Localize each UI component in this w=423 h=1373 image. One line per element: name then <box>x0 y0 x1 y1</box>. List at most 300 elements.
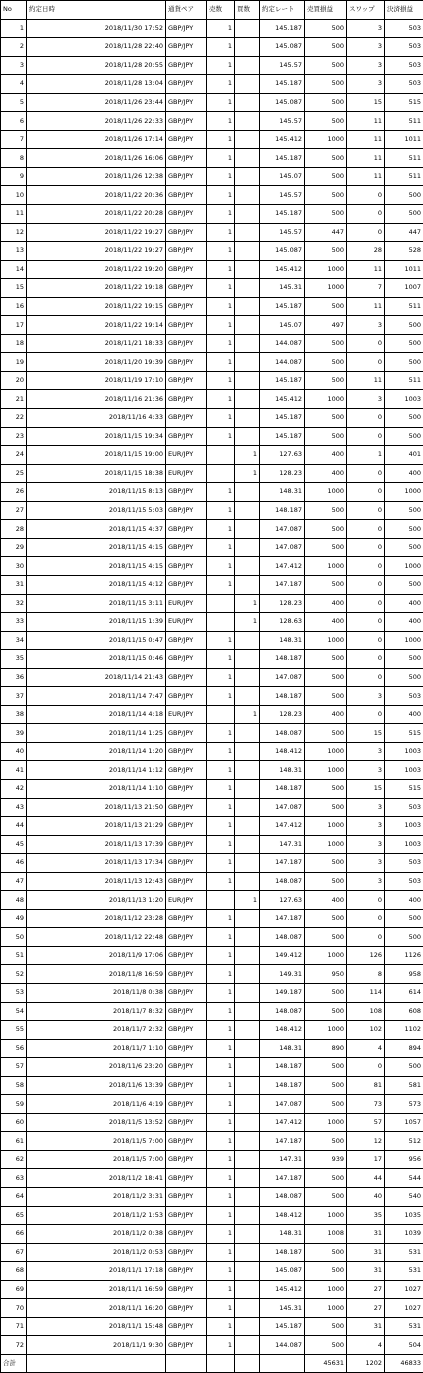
row-settlement: 1003 <box>385 835 423 854</box>
row-rate: 148.187 <box>260 650 305 669</box>
row-buy <box>235 112 260 131</box>
row-no: 9 <box>1 167 27 186</box>
row-rate: 148.412 <box>260 1206 305 1225</box>
row-rate: 127.63 <box>260 891 305 910</box>
row-sell: 1 <box>207 38 235 57</box>
row-rate: 147.412 <box>260 1113 305 1132</box>
row-datetime: 2018/11/15 19:34 <box>27 427 166 446</box>
row-no: 25 <box>1 464 27 483</box>
row-no: 31 <box>1 575 27 594</box>
row-sell: 1 <box>207 279 235 298</box>
table-row <box>1 1076 423 1095</box>
table-row <box>1 19 423 38</box>
row-pair: GBP/JPY <box>166 835 207 854</box>
row-buy <box>235 409 260 428</box>
row-no: 4 <box>1 75 27 94</box>
row-swap: 0 <box>347 613 385 632</box>
row-buy <box>235 650 260 669</box>
row-swap: 0 <box>347 891 385 910</box>
row-pair: GBP/JPY <box>166 186 207 205</box>
row-pair: GBP/JPY <box>166 575 207 594</box>
row-rate: 148.087 <box>260 928 305 947</box>
row-profit: 500 <box>305 538 347 557</box>
row-buy <box>235 1150 260 1169</box>
row-no: 26 <box>1 483 27 502</box>
row-settlement: 540 <box>385 1188 423 1207</box>
row-datetime: 2018/11/14 21:43 <box>27 668 166 687</box>
row-rate: 147.087 <box>260 1095 305 1114</box>
row-pair: GBP/JPY <box>166 1169 207 1188</box>
row-buy <box>235 501 260 520</box>
table-row <box>1 223 423 242</box>
row-rate: 149.187 <box>260 983 305 1002</box>
row-buy <box>235 668 260 687</box>
row-sell: 1 <box>207 149 235 168</box>
header-swap: スワップ <box>347 1 385 20</box>
row-sell: 1 <box>207 371 235 390</box>
row-sell: 1 <box>207 93 235 112</box>
row-pair: GBP/JPY <box>166 557 207 576</box>
table-row <box>1 75 423 94</box>
row-sell: 1 <box>207 205 235 224</box>
row-settlement: 503 <box>385 854 423 873</box>
row-no: 22 <box>1 409 27 428</box>
table-row <box>1 909 423 928</box>
row-buy <box>235 1317 260 1336</box>
row-buy <box>235 687 260 706</box>
table-row <box>1 983 423 1002</box>
row-buy <box>235 260 260 279</box>
row-settlement: 400 <box>385 464 423 483</box>
row-sell: 1 <box>207 1095 235 1114</box>
row-datetime: 2018/11/1 17:18 <box>27 1262 166 1281</box>
row-swap: 0 <box>347 631 385 650</box>
row-datetime: 2018/11/28 13:04 <box>27 75 166 94</box>
row-settlement: 500 <box>385 928 423 947</box>
row-buy <box>235 575 260 594</box>
row-buy <box>235 75 260 94</box>
row-sell: 1 <box>207 761 235 780</box>
row-sell: 1 <box>207 501 235 520</box>
row-buy <box>235 1169 260 1188</box>
row-swap: 81 <box>347 1076 385 1095</box>
table-row <box>1 854 423 873</box>
row-buy <box>235 1280 260 1299</box>
row-pair: GBP/JPY <box>166 38 207 57</box>
row-settlement: 1003 <box>385 742 423 761</box>
row-pair: GBP/JPY <box>166 520 207 539</box>
row-settlement: 1000 <box>385 557 423 576</box>
table-row <box>1 1169 423 1188</box>
row-profit: 500 <box>305 1095 347 1114</box>
row-pair: GBP/JPY <box>166 817 207 836</box>
row-pair: EUR/JPY <box>166 446 207 465</box>
row-rate: 147.187 <box>260 575 305 594</box>
row-buy <box>235 130 260 149</box>
row-settlement: 401 <box>385 446 423 465</box>
row-profit: 500 <box>305 371 347 390</box>
row-swap: 11 <box>347 149 385 168</box>
row-rate: 148.187 <box>260 1243 305 1262</box>
row-buy: 1 <box>235 891 260 910</box>
row-swap: 0 <box>347 483 385 502</box>
table-row <box>1 130 423 149</box>
row-settlement: 531 <box>385 1262 423 1281</box>
header-rate: 約定レート <box>260 1 305 20</box>
row-swap: 15 <box>347 724 385 743</box>
row-swap: 0 <box>347 464 385 483</box>
row-buy <box>235 1039 260 1058</box>
row-profit: 500 <box>305 19 347 38</box>
row-swap: 40 <box>347 1188 385 1207</box>
row-rate: 148.31 <box>260 483 305 502</box>
row-datetime: 2018/11/19 17:10 <box>27 371 166 390</box>
table-row <box>1 427 423 446</box>
row-settlement: 447 <box>385 223 423 242</box>
row-pair: EUR/JPY <box>166 891 207 910</box>
row-rate: 145.07 <box>260 316 305 335</box>
row-settlement: 500 <box>385 1058 423 1077</box>
row-buy <box>235 1243 260 1262</box>
row-sell: 1 <box>207 1021 235 1040</box>
row-settlement: 1035 <box>385 1206 423 1225</box>
row-buy <box>235 1058 260 1077</box>
row-profit: 500 <box>305 909 347 928</box>
table-row <box>1 705 423 724</box>
row-sell: 1 <box>207 1150 235 1169</box>
row-datetime: 2018/11/14 1:25 <box>27 724 166 743</box>
row-settlement: 500 <box>385 520 423 539</box>
row-sell: 1 <box>207 798 235 817</box>
row-rate: 144.087 <box>260 334 305 353</box>
row-rate: 145.57 <box>260 223 305 242</box>
row-datetime: 2018/11/15 4:37 <box>27 520 166 539</box>
row-buy <box>235 186 260 205</box>
row-profit: 400 <box>305 705 347 724</box>
table-row <box>1 817 423 836</box>
row-rate: 147.31 <box>260 835 305 854</box>
row-settlement: 500 <box>385 575 423 594</box>
row-pair: GBP/JPY <box>166 56 207 75</box>
row-rate: 148.31 <box>260 761 305 780</box>
row-buy <box>235 798 260 817</box>
row-rate: 145.57 <box>260 112 305 131</box>
row-settlement: 512 <box>385 1132 423 1151</box>
row-buy <box>235 761 260 780</box>
row-datetime: 2018/11/22 19:14 <box>27 316 166 335</box>
row-datetime: 2018/11/13 21:29 <box>27 817 166 836</box>
row-no: 24 <box>1 446 27 465</box>
row-swap: 0 <box>347 353 385 372</box>
row-pair: GBP/JPY <box>166 724 207 743</box>
row-sell: 1 <box>207 557 235 576</box>
row-no: 19 <box>1 353 27 372</box>
row-buy <box>235 1076 260 1095</box>
row-datetime: 2018/11/28 20:55 <box>27 56 166 75</box>
row-pair: GBP/JPY <box>166 650 207 669</box>
row-profit: 1000 <box>305 1280 347 1299</box>
row-settlement: 1011 <box>385 260 423 279</box>
row-profit: 400 <box>305 464 347 483</box>
row-settlement: 511 <box>385 371 423 390</box>
row-settlement: 958 <box>385 965 423 984</box>
row-settlement: 1003 <box>385 817 423 836</box>
row-swap: 3 <box>347 872 385 891</box>
row-buy <box>235 93 260 112</box>
row-buy: 1 <box>235 613 260 632</box>
row-pair: GBP/JPY <box>166 1280 207 1299</box>
row-swap: 3 <box>347 687 385 706</box>
row-profit: 500 <box>305 575 347 594</box>
row-no: 65 <box>1 1206 27 1225</box>
header-pair: 通貨ペア <box>166 1 207 20</box>
row-swap: 11 <box>347 112 385 131</box>
row-pair: GBP/JPY <box>166 761 207 780</box>
row-datetime: 2018/11/1 16:59 <box>27 1280 166 1299</box>
header-settlement: 決済損益 <box>385 1 423 20</box>
row-sell: 1 <box>207 909 235 928</box>
row-datetime: 2018/11/14 1:12 <box>27 761 166 780</box>
row-settlement: 1057 <box>385 1113 423 1132</box>
row-profit: 500 <box>305 93 347 112</box>
row-sell <box>207 705 235 724</box>
row-pair: GBP/JPY <box>166 1039 207 1058</box>
table-row <box>1 965 423 984</box>
row-datetime: 2018/11/30 17:52 <box>27 19 166 38</box>
row-swap: 0 <box>347 205 385 224</box>
row-rate: 145.412 <box>260 130 305 149</box>
row-buy <box>235 19 260 38</box>
row-profit: 500 <box>305 1076 347 1095</box>
row-profit: 1000 <box>305 390 347 409</box>
row-profit: 500 <box>305 1336 347 1355</box>
row-buy <box>235 909 260 928</box>
row-profit: 500 <box>305 1002 347 1021</box>
row-buy <box>235 427 260 446</box>
row-swap: 31 <box>347 1262 385 1281</box>
row-pair: GBP/JPY <box>166 279 207 298</box>
row-rate: 145.187 <box>260 205 305 224</box>
row-buy <box>235 631 260 650</box>
table-row <box>1 1132 423 1151</box>
row-datetime: 2018/11/14 4:18 <box>27 705 166 724</box>
row-swap: 3 <box>347 38 385 57</box>
row-settlement: 500 <box>385 427 423 446</box>
header-row <box>1 1 423 20</box>
row-profit: 500 <box>305 427 347 446</box>
row-rate: 148.087 <box>260 1188 305 1207</box>
row-datetime: 2018/11/2 1:53 <box>27 1206 166 1225</box>
row-no: 58 <box>1 1076 27 1095</box>
row-datetime: 2018/11/5 7:00 <box>27 1150 166 1169</box>
row-settlement: 503 <box>385 38 423 57</box>
row-no: 16 <box>1 297 27 316</box>
row-no: 45 <box>1 835 27 854</box>
table-row <box>1 1206 423 1225</box>
row-no: 27 <box>1 501 27 520</box>
table-row <box>1 742 423 761</box>
row-datetime: 2018/11/1 15:48 <box>27 1317 166 1336</box>
row-swap: 11 <box>347 167 385 186</box>
row-rate: 148.31 <box>260 1225 305 1244</box>
row-no: 64 <box>1 1188 27 1207</box>
row-datetime: 2018/11/14 7:47 <box>27 687 166 706</box>
row-no: 7 <box>1 130 27 149</box>
row-no: 23 <box>1 427 27 446</box>
row-datetime: 2018/11/15 4:12 <box>27 575 166 594</box>
row-swap: 3 <box>347 835 385 854</box>
table-row <box>1 483 423 502</box>
row-swap: 0 <box>347 668 385 687</box>
row-settlement: 503 <box>385 19 423 38</box>
row-swap: 3 <box>347 817 385 836</box>
row-datetime: 2018/11/26 22:33 <box>27 112 166 131</box>
row-rate: 145.07 <box>260 167 305 186</box>
row-profit: 500 <box>305 687 347 706</box>
row-pair: GBP/JPY <box>166 1095 207 1114</box>
table-cell <box>260 1354 305 1373</box>
row-buy <box>235 779 260 798</box>
row-pair: GBP/JPY <box>166 1021 207 1040</box>
row-pair: GBP/JPY <box>166 297 207 316</box>
row-sell <box>207 464 235 483</box>
table-row <box>1 353 423 372</box>
row-no: 50 <box>1 928 27 947</box>
row-sell: 1 <box>207 297 235 316</box>
row-sell: 1 <box>207 575 235 594</box>
row-swap: 3 <box>347 798 385 817</box>
total-row <box>1 1354 423 1373</box>
row-datetime: 2018/11/22 19:15 <box>27 297 166 316</box>
table-row <box>1 242 423 261</box>
table-row <box>1 1113 423 1132</box>
row-no: 1 <box>1 19 27 38</box>
row-datetime: 2018/11/13 12:43 <box>27 872 166 891</box>
row-pair: GBP/JPY <box>166 872 207 891</box>
row-datetime: 2018/11/22 19:20 <box>27 260 166 279</box>
row-no: 71 <box>1 1317 27 1336</box>
row-buy <box>235 1113 260 1132</box>
row-pair: GBP/JPY <box>166 93 207 112</box>
row-rate: 148.187 <box>260 779 305 798</box>
row-sell: 1 <box>207 186 235 205</box>
row-datetime: 2018/11/12 22:48 <box>27 928 166 947</box>
row-rate: 144.087 <box>260 353 305 372</box>
row-settlement: 400 <box>385 705 423 724</box>
row-datetime: 2018/11/2 18:41 <box>27 1169 166 1188</box>
row-settlement: 500 <box>385 316 423 335</box>
table-row <box>1 112 423 131</box>
row-rate: 145.187 <box>260 1317 305 1336</box>
row-profit: 500 <box>305 112 347 131</box>
row-rate: 148.187 <box>260 1058 305 1077</box>
row-settlement: 504 <box>385 1336 423 1355</box>
row-rate: 148.087 <box>260 872 305 891</box>
row-profit: 500 <box>305 334 347 353</box>
row-settlement: 511 <box>385 167 423 186</box>
table-row <box>1 464 423 483</box>
row-buy <box>235 353 260 372</box>
row-buy <box>235 520 260 539</box>
row-datetime: 2018/11/14 1:10 <box>27 779 166 798</box>
row-datetime: 2018/11/22 20:28 <box>27 205 166 224</box>
row-settlement: 511 <box>385 112 423 131</box>
row-swap: 0 <box>347 650 385 669</box>
row-no: 6 <box>1 112 27 131</box>
row-buy <box>235 872 260 891</box>
row-sell: 1 <box>207 409 235 428</box>
row-profit: 1000 <box>305 130 347 149</box>
row-pair: EUR/JPY <box>166 613 207 632</box>
row-datetime: 2018/11/22 19:18 <box>27 279 166 298</box>
row-sell: 1 <box>207 983 235 1002</box>
row-no: 5 <box>1 93 27 112</box>
row-settlement: 1000 <box>385 631 423 650</box>
row-swap: 73 <box>347 1095 385 1114</box>
table-row <box>1 1299 423 1318</box>
row-pair: GBP/JPY <box>166 983 207 1002</box>
row-swap: 11 <box>347 260 385 279</box>
row-sell: 1 <box>207 1262 235 1281</box>
row-pair: GBP/JPY <box>166 928 207 947</box>
row-pair: GBP/JPY <box>166 668 207 687</box>
row-swap: 0 <box>347 409 385 428</box>
row-rate: 147.087 <box>260 538 305 557</box>
row-swap: 57 <box>347 1113 385 1132</box>
row-no: 48 <box>1 891 27 910</box>
row-profit: 500 <box>305 353 347 372</box>
row-sell: 1 <box>207 538 235 557</box>
row-buy <box>235 149 260 168</box>
row-datetime: 2018/11/12 23:28 <box>27 909 166 928</box>
row-datetime: 2018/11/2 0:38 <box>27 1225 166 1244</box>
row-no: 2 <box>1 38 27 57</box>
row-buy <box>235 297 260 316</box>
row-profit: 447 <box>305 223 347 242</box>
row-datetime: 2018/11/15 19:00 <box>27 446 166 465</box>
row-profit: 1000 <box>305 279 347 298</box>
row-rate: 148.087 <box>260 1002 305 1021</box>
row-profit: 500 <box>305 297 347 316</box>
table-row <box>1 779 423 798</box>
row-sell: 1 <box>207 1299 235 1318</box>
row-no: 53 <box>1 983 27 1002</box>
row-sell: 1 <box>207 1132 235 1151</box>
row-rate: 128.23 <box>260 464 305 483</box>
row-sell: 1 <box>207 1002 235 1021</box>
table-row <box>1 149 423 168</box>
row-swap: 3 <box>347 75 385 94</box>
row-profit: 500 <box>305 1169 347 1188</box>
row-datetime: 2018/11/7 1:10 <box>27 1039 166 1058</box>
row-settlement: 956 <box>385 1150 423 1169</box>
row-datetime: 2018/11/15 3:11 <box>27 594 166 613</box>
row-datetime: 2018/11/20 19:39 <box>27 353 166 372</box>
row-no: 3 <box>1 56 27 75</box>
table-row <box>1 1095 423 1114</box>
row-swap: 15 <box>347 779 385 798</box>
row-profit: 500 <box>305 854 347 873</box>
table-row <box>1 1058 423 1077</box>
row-datetime: 2018/11/13 17:34 <box>27 854 166 873</box>
row-pair: GBP/JPY <box>166 334 207 353</box>
row-datetime: 2018/11/22 20:36 <box>27 186 166 205</box>
row-sell: 1 <box>207 353 235 372</box>
row-datetime: 2018/11/6 23:20 <box>27 1058 166 1077</box>
row-swap: 114 <box>347 983 385 1002</box>
row-no: 10 <box>1 186 27 205</box>
row-pair: GBP/JPY <box>166 1113 207 1132</box>
